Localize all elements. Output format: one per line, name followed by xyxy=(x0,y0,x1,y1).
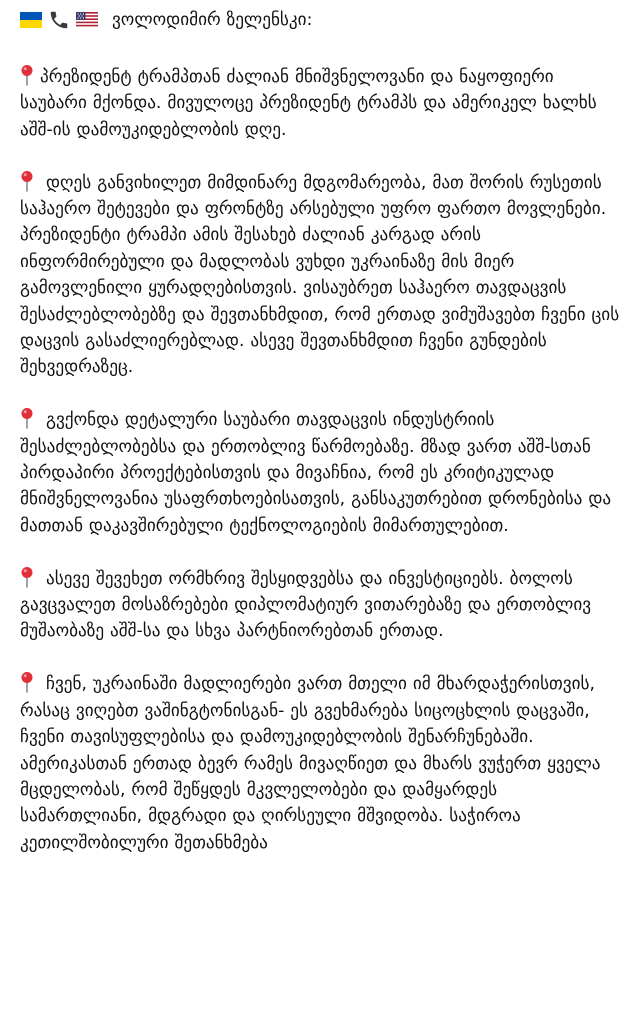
pin-icon xyxy=(20,64,34,86)
paragraph xyxy=(20,566,624,645)
ukraine-flag-icon xyxy=(20,12,42,28)
paragraph xyxy=(20,671,624,856)
us-flag-icon xyxy=(76,12,98,28)
paragraph xyxy=(20,64,624,143)
paragraph-text: ჩვენ, უკრაინაში მადლიერები ვართ მთელი იმ მხარდაჭერისთვის, რასაც ვიღებთ ვაშინგტონისგან- ეს გვეხმარება სიცოცხლის დაცვაში, ჩვენი თავისუფლებისა და დამოუკიდებლობის შენარჩუნებაში. ამერიკასთან ერთად ბევრ რამეს მივაღწიეთ და მხარს ვუჭერთ ყველა მცდელობას, რომ შეწყდეს მკვლელობები და დამყარდეს სამართლიანი, მდგრადი და ღირსეული მშვიდობა. საჭიროა კეთილშობილური შეთანხმება xyxy=(20,674,601,853)
paragraph xyxy=(20,407,624,539)
post-header xyxy=(20,6,624,34)
pin-icon xyxy=(20,566,34,588)
phone-icon xyxy=(48,9,70,31)
pin-icon xyxy=(20,170,34,192)
paragraph-text: ასევე შევეხეთ ორმხრივ შესყიდვებსა და ინვესტიციებს. ბოლოს გავცვალეთ მოსაზრებები დიპლომატიურ ვითარებაზე და ერთობლივ მუშაობაზე აშშ-სა და სხვა პარტნიორებთან ერთად. xyxy=(20,568,592,642)
paragraph-text: დღეს განვიხილეთ მიმდინარე მდგომარეობა, მათ შორის რუსეთის საჰაერო შეტევები და ფრონტზე არსებული უფრო ფართო მოვლენები. პრეზიდენტი ტრამპი ამის შესახებ ძალიან კარგად არის ინფორმირებული და მადლობას ვუხდი უკრაინაზე მის მიერ გამოვლენილი ყურადღებისთვის. ვისაუბრეთ საჰაერო თავდაცვის შესაძლებლობებზე და შევთანხმდით, რომ ერთად ვიმუშავებთ ჩვენი ცის დაცვის გასაძლიერებლად. ასევე შევთანხმდით ჩვენი გუნდების შეხვედრაზეც. xyxy=(20,172,620,378)
pin-icon xyxy=(20,671,34,693)
pin-icon xyxy=(20,407,34,429)
author-name: ვოლოდიმირ ზელენსკი: xyxy=(112,9,313,30)
paragraph-text: გვქონდა დეტალური საუბარი თავდაცვის ინდუსტრიის შესაძლებლობებსა და ერთობლივ წარმოებაზე. მზად ვართ აშშ-სთან პირდაპირი პროექტებისთვის და მივაჩნია, რომ ეს კრიტიკულად მნიშვნელოვანია უსაფრთხოებისათვის, განსაკუთრებით დრონებისა და მათთან დაკავშირებული ტექნოლოგიების მიმართულებით. xyxy=(20,410,612,536)
paragraph-text: პრეზიდენტ ტრამპთან ძალიან მნიშვნელოვანი და ნაყოფიერი საუბარი მქონდა. მივულოცე პრეზიდენტ ტრამპს და ამერიკელ ხალხს აშშ-ის დამოუკიდებლობის დღე. xyxy=(20,67,597,140)
paragraph xyxy=(20,170,624,381)
post-body xyxy=(20,6,624,883)
